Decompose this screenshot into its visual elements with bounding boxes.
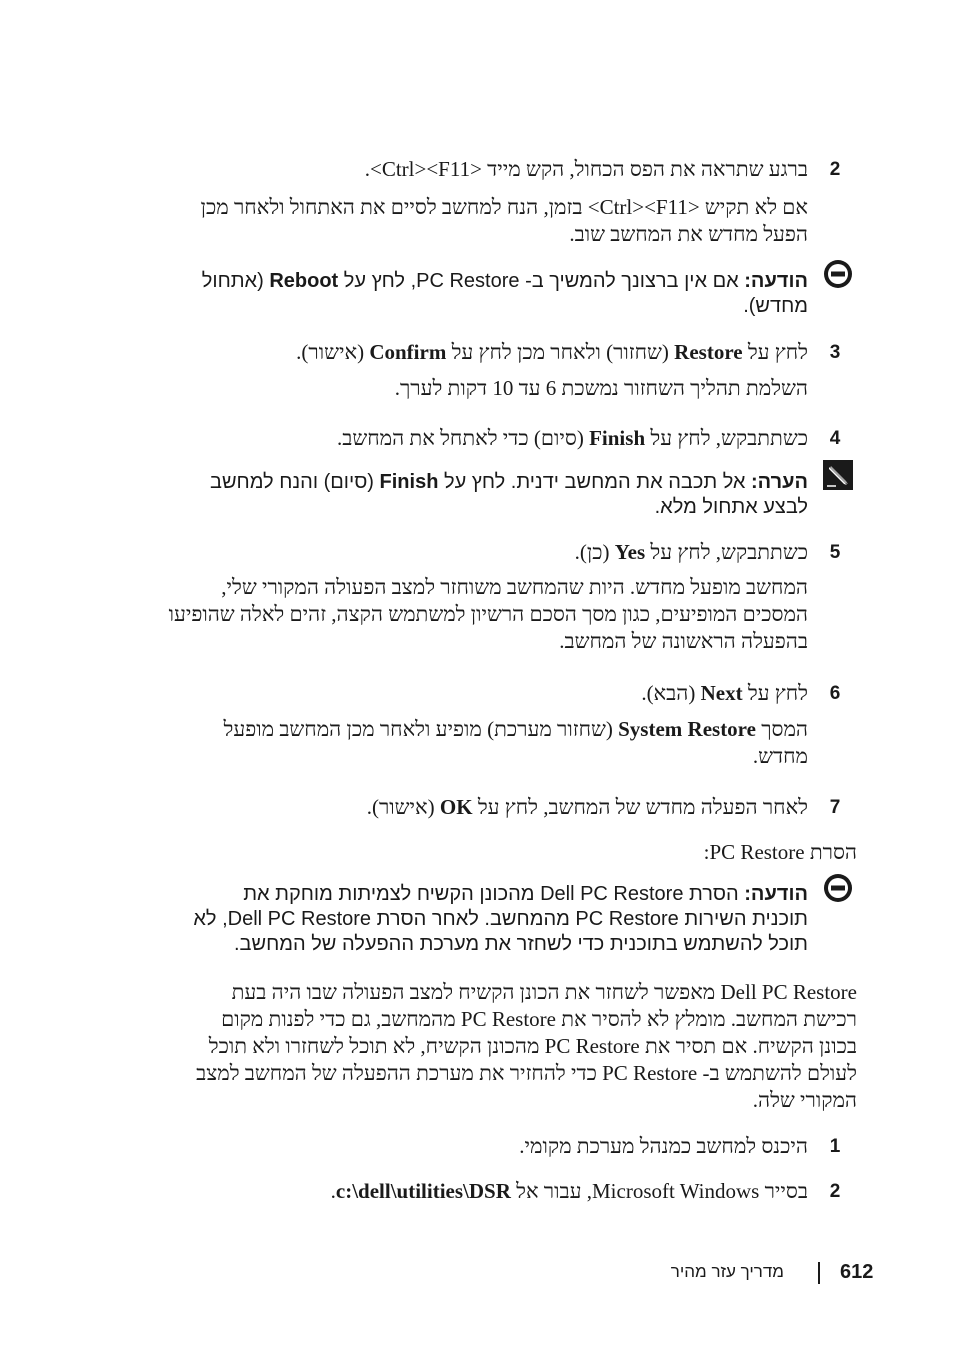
paragraph-line: בהפעלה הראשונה של המחשב. <box>559 629 808 653</box>
step-line <box>337 425 808 452</box>
step-text-part: (אישור). <box>366 795 440 819</box>
paragraph-line: המסכים המופיעים, כגון מסך הסכם הרשיון למשתמש הקצה, זהים לאלה שהופיעו <box>168 602 808 626</box>
step-line <box>641 680 808 707</box>
paragraph-line: הפעל מחדש את המחשב שוב. <box>569 222 808 246</box>
step-number: 2 <box>829 159 841 180</box>
step-line <box>331 1178 808 1205</box>
paragraph-text: (שחזור מערכת) מופיע ולאחר מכן המחשב מופעל <box>223 717 619 741</box>
step-line <box>367 794 808 821</box>
step-text-part: (הבא). <box>641 681 701 705</box>
paragraph <box>224 716 808 770</box>
step-text-part: (אישור). <box>296 340 370 364</box>
step-number: 2 <box>829 1181 841 1202</box>
step-text-part: (סיום) כדי לאתחל את המחשב. <box>336 426 590 450</box>
step-bold: Finish <box>589 426 646 450</box>
notice-line: תוכל להשתמש בתוכנית כדי לשחזר את מערכת ההפעלה של המחשב. <box>233 933 808 955</box>
body-paragraph <box>196 979 857 1114</box>
note-line <box>210 470 808 495</box>
step-bold: c:\dell\utilities\DSR <box>335 1179 511 1203</box>
step-text-part: לאחר הפעלה מחדש של המחשב, לחץ על <box>472 795 808 819</box>
paragraph-text: המסך <box>755 717 808 741</box>
step-number: 7 <box>829 797 841 818</box>
step-text <box>296 339 808 366</box>
step-text-part: כשתתבקש, לחץ על <box>645 540 808 564</box>
notice-bold: Reboot <box>269 270 339 292</box>
note-pencil-icon <box>822 459 854 491</box>
step-bold: OK <box>439 795 473 819</box>
step-bold: Next <box>700 681 743 705</box>
footer-separator <box>818 1262 820 1284</box>
note-bold: Finish <box>379 471 439 493</box>
note-label: הערה: <box>751 471 808 493</box>
paragraph-line: בכונן הקשיח. אם תסיר את PC Restore מהכונן הקשיח, לא תוכל לשחזרו ולא תוכל <box>208 1034 857 1058</box>
step-bold: Restore <box>674 340 743 364</box>
footer-title: מדריך עזר מהיר <box>670 1262 784 1281</box>
step-number: 1 <box>829 1136 841 1157</box>
step-text <box>331 1178 808 1205</box>
paragraph-line: לעולם להשתמש ב- PC Restore כדי להחזיר את מערכת ההפעלה של המחשב למצב <box>196 1061 857 1085</box>
step-text <box>337 425 808 452</box>
step-text <box>575 539 808 566</box>
paragraph-line: Dell PC Restore מאפשר לשחזר את הכונן הקשיח למצב הפעולה שבו היה בעת <box>231 980 857 1004</box>
step-bold: Yes <box>614 540 646 564</box>
step-text <box>641 680 808 707</box>
section-heading <box>704 839 857 866</box>
step-text <box>519 1133 808 1160</box>
step-number: 5 <box>829 542 841 563</box>
step-line <box>575 539 808 566</box>
paragraph-line <box>224 716 808 743</box>
step-text-part: . <box>330 1179 336 1203</box>
paragraph-line: אם לא תקיש <Ctrl><F11> בזמן, הנח למחשב לסיים את האתחול ולאחר מכן <box>200 195 808 219</box>
notice-line <box>202 269 808 294</box>
notice-line: תוכנית השירות PC Restore מהמחשב. לאחר הסרת Dell PC Restore, לא <box>193 908 808 930</box>
note-text: (סיום) והנח למחשב <box>209 471 380 493</box>
notice-label: הודעה: <box>744 883 808 905</box>
paragraph-line: רכישת המחשב. מומלץ לא להסיר את PC Restore מהמחשב, גם כדי לפנות מקום <box>221 1007 857 1031</box>
notice-text: (אתחול <box>201 270 270 292</box>
step-number: 4 <box>829 428 841 449</box>
step-text-part: לחץ על <box>742 340 808 364</box>
notice-text: אם אין ברצונך להמשיך ב- PC Restore, לחץ על <box>338 270 745 292</box>
notice <box>202 269 808 319</box>
step-line: ברגע שתראה את הפס הכחול, הקש מייד <Ctrl><F11>. <box>364 157 808 181</box>
paragraph-line: מחדש. <box>752 744 808 768</box>
notice-label: הודעה: <box>744 270 808 292</box>
step-text-part: כשתתבקש, לחץ על <box>645 426 808 450</box>
paragraph <box>169 574 808 655</box>
section-heading-text: הסרת PC Restore: <box>703 840 857 864</box>
notice-icon <box>822 258 854 290</box>
note <box>210 470 808 520</box>
step-text-part: (כן). <box>574 540 615 564</box>
step-text-part: לחץ על <box>742 681 808 705</box>
note-text: אל תכבה את המחשב ידנית. לחץ על <box>438 471 752 493</box>
step-bold: Confirm <box>369 340 447 364</box>
paragraph-bold: System Restore <box>618 717 756 741</box>
paragraph <box>395 375 808 402</box>
notice-text: הסרת Dell PC Restore מהכונן הקשיח לצמיתות מוחקת את <box>243 883 745 905</box>
page-number: 612 <box>840 1261 874 1283</box>
notice-line <box>193 882 808 907</box>
step-text <box>365 156 808 183</box>
step-text-part: בסייר Microsoft Windows, עבור אל <box>510 1179 808 1203</box>
notice-icon <box>822 872 854 904</box>
paragraph <box>201 194 808 248</box>
paragraph-line: המקורי שלה. <box>752 1088 857 1112</box>
step-line <box>296 339 808 366</box>
step-number: 6 <box>829 683 841 704</box>
notice-line: מחדש). <box>743 295 808 317</box>
note-line: לבצע אתחול מלא. <box>654 496 808 518</box>
notice <box>193 882 808 957</box>
step-line: היכנס למחשב כמנהל מערכת מקומי. <box>519 1134 808 1158</box>
paragraph-line: השלמת תהליך השחזור נמשכת 6 עד 10 דקות לערך. <box>394 376 808 400</box>
step-text <box>367 794 808 821</box>
step-number: 3 <box>829 342 841 363</box>
paragraph-line: המחשב מופעל מחדש. היות שהמחשב משוחזר למצב הפעולה המקורי שלי, <box>221 575 808 599</box>
step-text-part: (שחזור) ולאחר מכן לחץ על <box>446 340 675 364</box>
